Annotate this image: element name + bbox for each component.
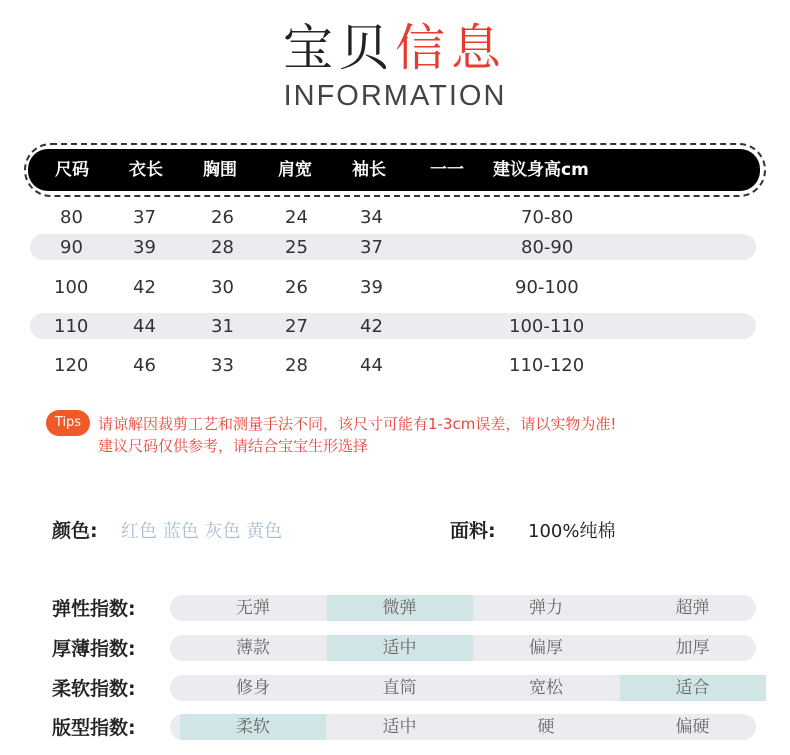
color-values: 红色 蓝色 灰色 黄色: [121, 521, 283, 542]
index-option: 直筒: [382, 678, 417, 698]
index-option: 超弹: [675, 598, 710, 618]
header-sleeve: 袖长: [352, 160, 386, 180]
index-option: 微弹: [382, 598, 417, 618]
fabric-value: 100%纯棉: [528, 521, 616, 542]
header-size: 尺码: [55, 160, 89, 180]
cell-shoulder: 25: [285, 237, 308, 258]
cell-length: 42: [133, 277, 156, 298]
index-option: 修身: [236, 678, 270, 698]
index-option: 硬: [537, 717, 555, 737]
cell-height: 90-100: [515, 277, 579, 298]
cell-length: 37: [133, 207, 156, 228]
cell-length: 46: [133, 355, 156, 376]
cell-size: 110: [54, 316, 89, 337]
cell-height: 80-90: [521, 237, 574, 258]
header-length: 衣长: [129, 160, 163, 180]
cell-size: 90: [60, 237, 83, 258]
index-option: 无弹: [236, 598, 270, 618]
cell-size: 100: [54, 277, 89, 298]
header-chest: 胸围: [203, 160, 237, 180]
index-option: 适中: [382, 717, 417, 737]
index-label: 柔软指数:: [52, 678, 136, 700]
tips-badge: Tips: [46, 410, 90, 436]
tips-line-1: 请谅解因裁剪工艺和测量手法不同，该尺寸可能有1-3cm误差，请以实物为准!: [98, 415, 617, 433]
index-option: 适合: [675, 678, 710, 698]
title-cn-red: 信息: [395, 19, 507, 77]
title-cn: [0, 18, 790, 78]
cell-size: 80: [60, 207, 83, 228]
header-shoulder: 肩宽: [278, 160, 312, 180]
cell-height: 110-120: [509, 355, 585, 376]
cell-sleeve: 39: [360, 277, 383, 298]
cell-sleeve: 42: [360, 316, 383, 337]
index-label: 弹性指数:: [52, 598, 136, 620]
index-option: 适中: [382, 638, 417, 658]
cell-length: 39: [133, 237, 156, 258]
cell-chest: 26: [211, 207, 234, 228]
cell-chest: 30: [211, 277, 234, 298]
cell-shoulder: 28: [285, 355, 308, 376]
title-en: INFORMATION: [283, 80, 507, 112]
index-option: 偏厚: [529, 638, 563, 658]
cell-shoulder: 27: [285, 316, 308, 337]
header-blank: 一一: [430, 160, 464, 180]
index-option: 宽松: [529, 678, 563, 698]
cell-chest: 28: [211, 237, 234, 258]
cell-sleeve: 44: [360, 355, 383, 376]
fabric-label: 面料:: [450, 520, 496, 542]
index-option: 弹力: [529, 598, 563, 618]
title-cn-dark: 宝贝: [283, 19, 395, 77]
header-height: 建议身高cm: [493, 160, 589, 180]
index-option: 偏硬: [675, 717, 710, 737]
cell-height: 70-80: [521, 207, 574, 228]
cell-sleeve: 34: [360, 207, 383, 228]
index-option: 加厚: [675, 638, 710, 658]
cell-height: 100-110: [509, 316, 585, 337]
index-label: 厚薄指数:: [52, 638, 136, 660]
tips-line-2: 建议尺码仅供参考，请结合宝宝生形选择: [98, 437, 369, 455]
index-option: 柔软: [236, 717, 270, 737]
cell-shoulder: 24: [285, 207, 308, 228]
index-label: 版型指数:: [52, 717, 136, 739]
cell-length: 44: [133, 316, 156, 337]
cell-sleeve: 37: [360, 237, 383, 258]
index-option: 薄款: [236, 638, 270, 658]
section-title: [0, 18, 790, 112]
cell-chest: 33: [211, 355, 234, 376]
cell-shoulder: 26: [285, 277, 308, 298]
cell-size: 120: [54, 355, 89, 376]
cell-chest: 31: [211, 316, 234, 337]
color-label: 颜色:: [52, 520, 98, 542]
